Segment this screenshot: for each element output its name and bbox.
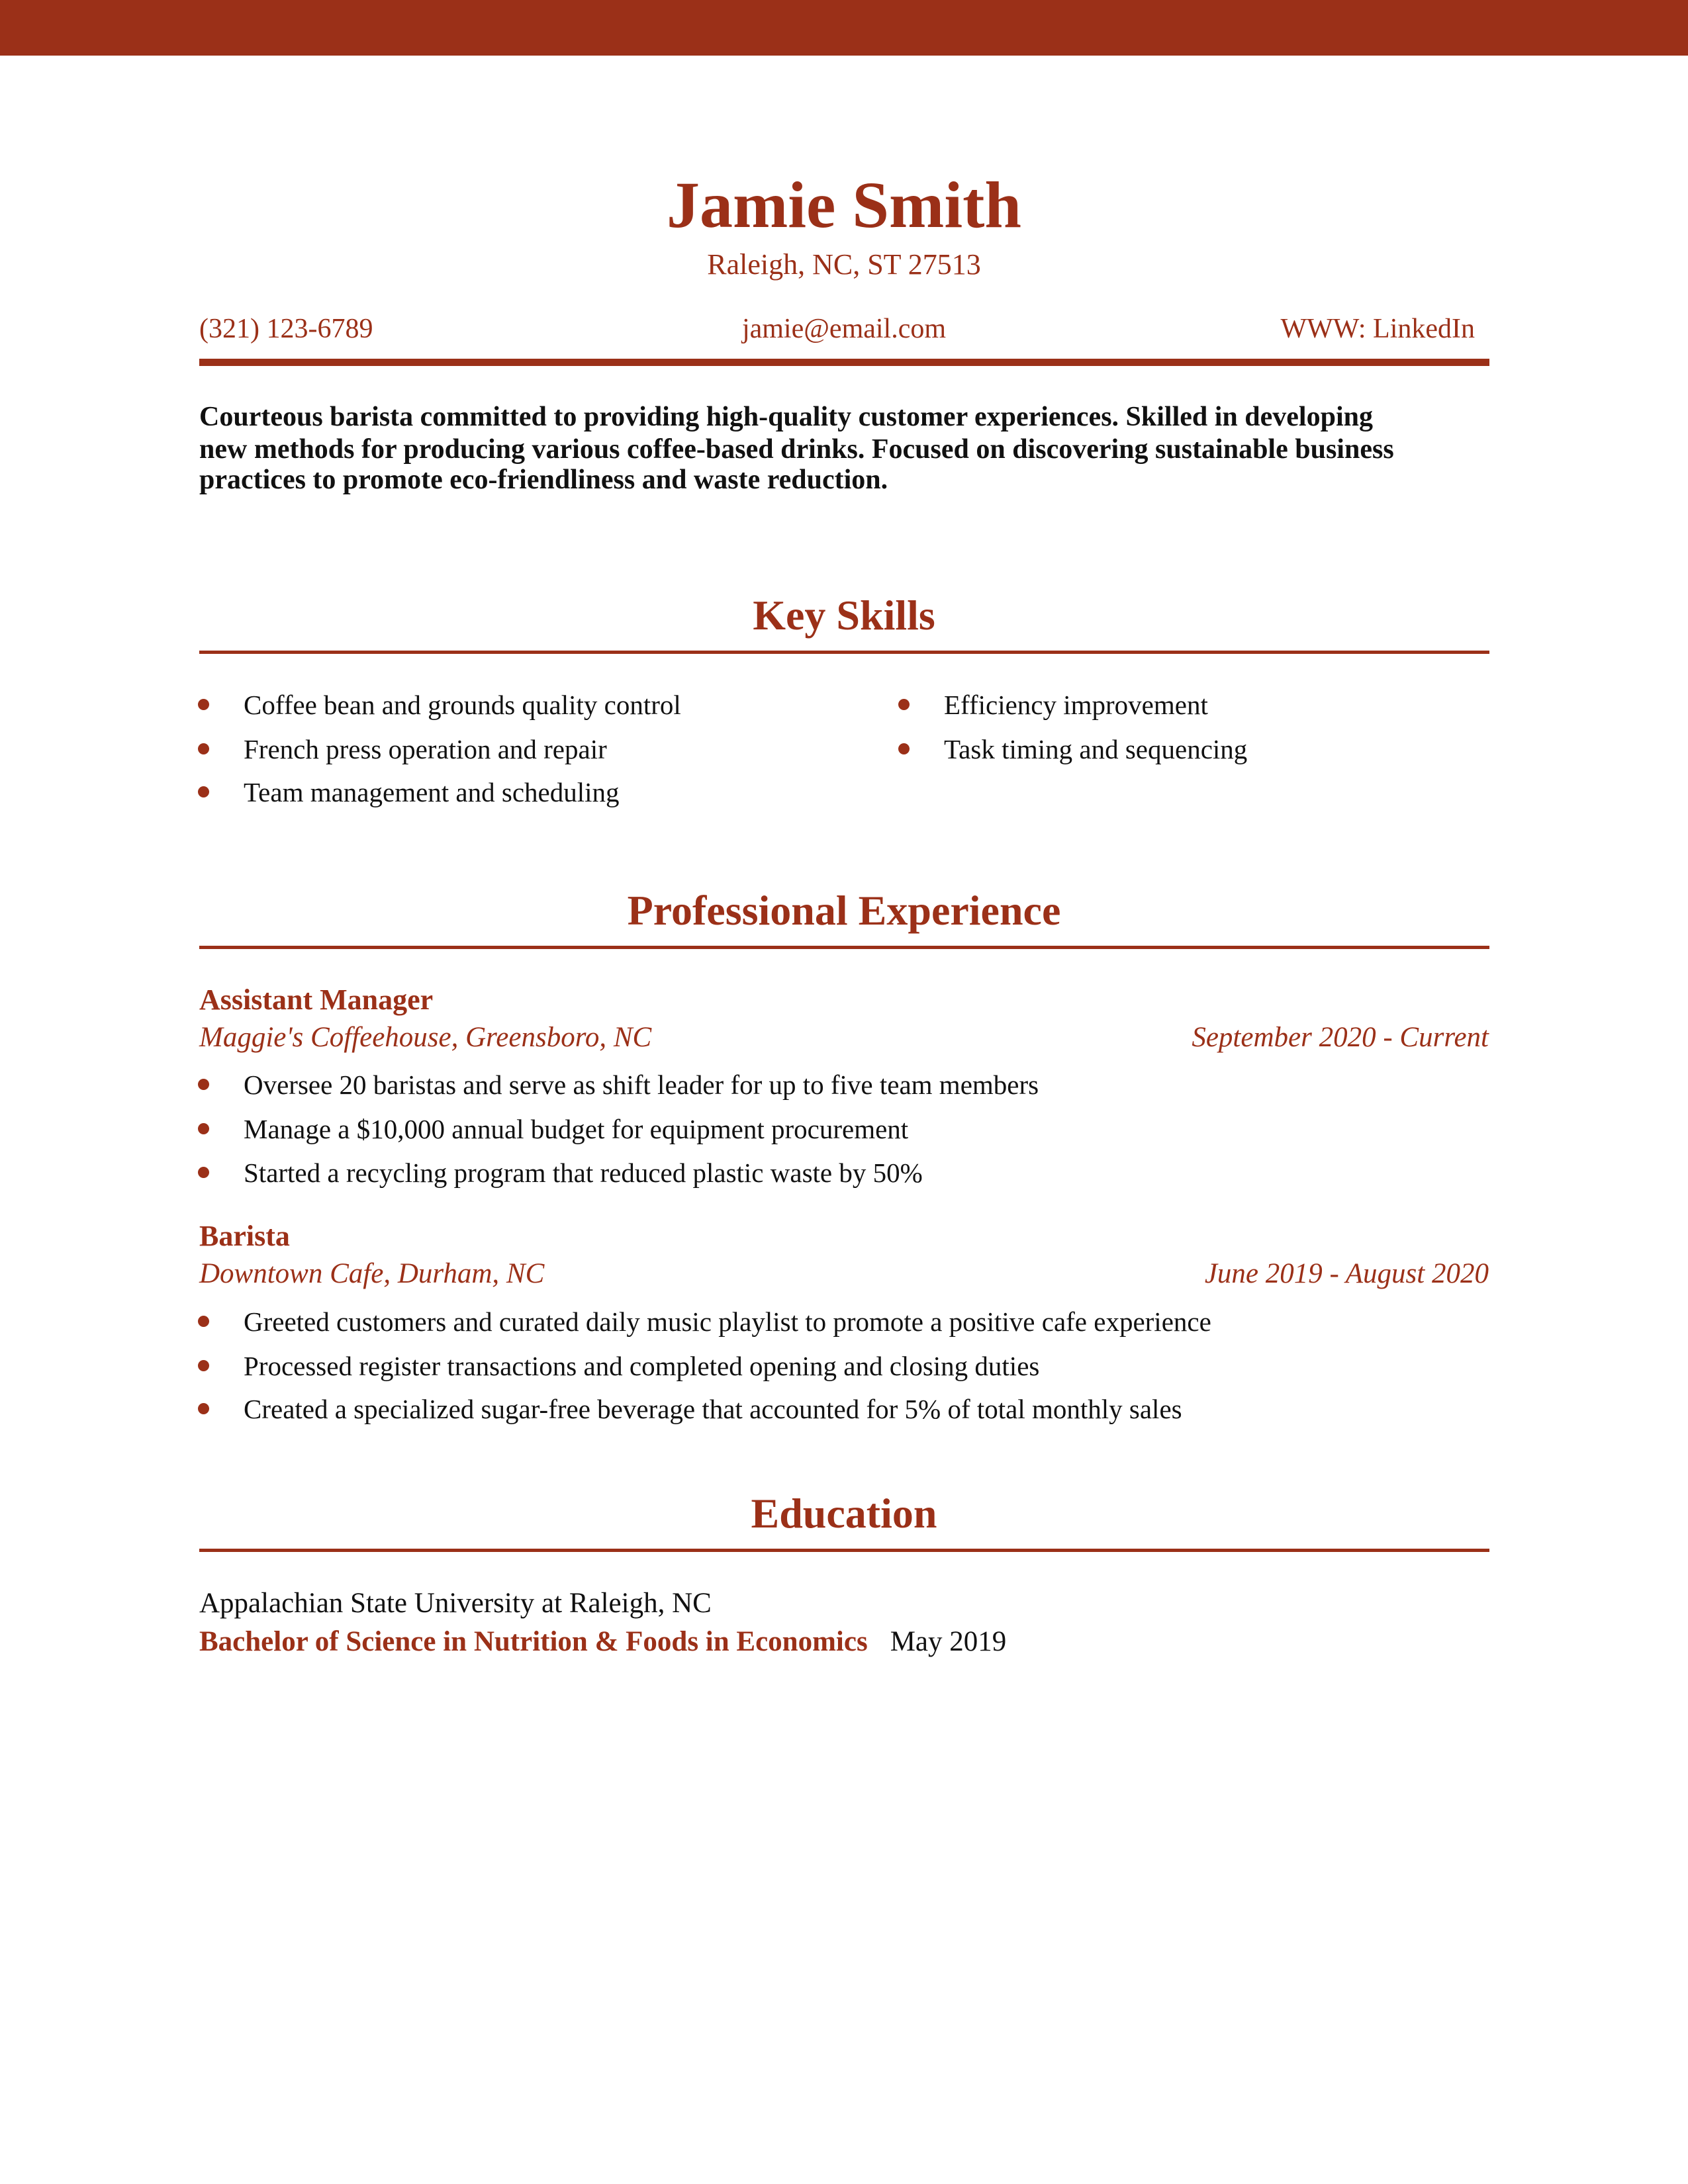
section-divider xyxy=(199,946,1489,949)
summary-line: practices to promote eco-friendliness and waste reduction. xyxy=(199,465,888,495)
email-link[interactable]: jamie@email.com xyxy=(741,314,947,344)
skill-text: Task timing and sequencing xyxy=(944,734,1248,764)
job-dates: June 2019 - August 2020 xyxy=(1204,1258,1489,1289)
bullet-icon xyxy=(198,1167,209,1178)
summary-line: Courteous barista committed to providing high-quality customer experiences. Skilled in developing xyxy=(199,402,1373,432)
skill-text: Coffee bean and grounds quality control xyxy=(244,690,681,720)
section-divider xyxy=(199,1549,1489,1552)
bullet-icon xyxy=(198,1123,209,1134)
job-bullet-text: Started a recycling program that reduced plastic waste by 50% xyxy=(244,1158,923,1188)
job-dates: September 2020 - Current xyxy=(1192,1022,1489,1053)
job-bullet-text: Processed register transactions and completed opening and closing duties xyxy=(244,1351,1040,1381)
summary-line: new methods for producing various coffee-based drinks. Focused on discovering sustainable business xyxy=(199,434,1394,465)
skill-text: Efficiency improvement xyxy=(944,690,1208,720)
job-title: Barista xyxy=(199,1220,290,1252)
section-title-education: Education xyxy=(751,1490,937,1537)
bullet-icon xyxy=(898,699,910,710)
section-divider xyxy=(199,651,1489,654)
job-bullet-text: Oversee 20 baristas and serve as shift leader for up to five team members xyxy=(244,1069,1039,1100)
bullet-icon xyxy=(198,1316,209,1327)
section-title-skills: Key Skills xyxy=(753,592,935,639)
bullet-icon xyxy=(198,699,209,710)
job-bullet-text: Manage a $10,000 annual budget for equipment procurement xyxy=(244,1114,909,1144)
bullet-icon xyxy=(198,786,209,797)
website-link[interactable]: WWW: LinkedIn xyxy=(1280,314,1475,344)
bullet-icon xyxy=(898,743,910,754)
job-company: Downtown Cafe, Durham, NC xyxy=(199,1258,545,1289)
section-title-experience: Professional Experience xyxy=(627,887,1061,934)
bullet-icon xyxy=(198,743,209,754)
education-date: May 2019 xyxy=(890,1626,1007,1657)
education-school: Appalachian State University at Raleigh, NC xyxy=(199,1588,712,1619)
job-title: Assistant Manager xyxy=(199,983,434,1016)
address: Raleigh, NC, ST 27513 xyxy=(707,248,981,281)
top-accent-bar xyxy=(0,0,1688,56)
skill-text: Team management and scheduling xyxy=(244,777,620,807)
header-divider xyxy=(199,359,1489,366)
job-bullet-text: Created a specialized sugar-free beverage that accounted for 5% of total monthly sales xyxy=(244,1394,1182,1424)
candidate-name: Jamie Smith xyxy=(666,168,1022,242)
job-bullet-text: Greeted customers and curated daily music playlist to promote a positive cafe experience xyxy=(244,1306,1211,1337)
bullet-icon xyxy=(198,1403,209,1414)
education-degree-row xyxy=(199,1625,1006,1659)
education-degree: Bachelor of Science in Nutrition & Foods in Economics xyxy=(199,1626,868,1657)
skill-text: French press operation and repair xyxy=(244,734,607,764)
bullet-icon xyxy=(198,1079,209,1090)
job-company: Maggie's Coffeehouse, Greensboro, NC xyxy=(199,1022,652,1053)
bullet-icon xyxy=(198,1360,209,1371)
phone: (321) 123-6789 xyxy=(199,314,373,344)
